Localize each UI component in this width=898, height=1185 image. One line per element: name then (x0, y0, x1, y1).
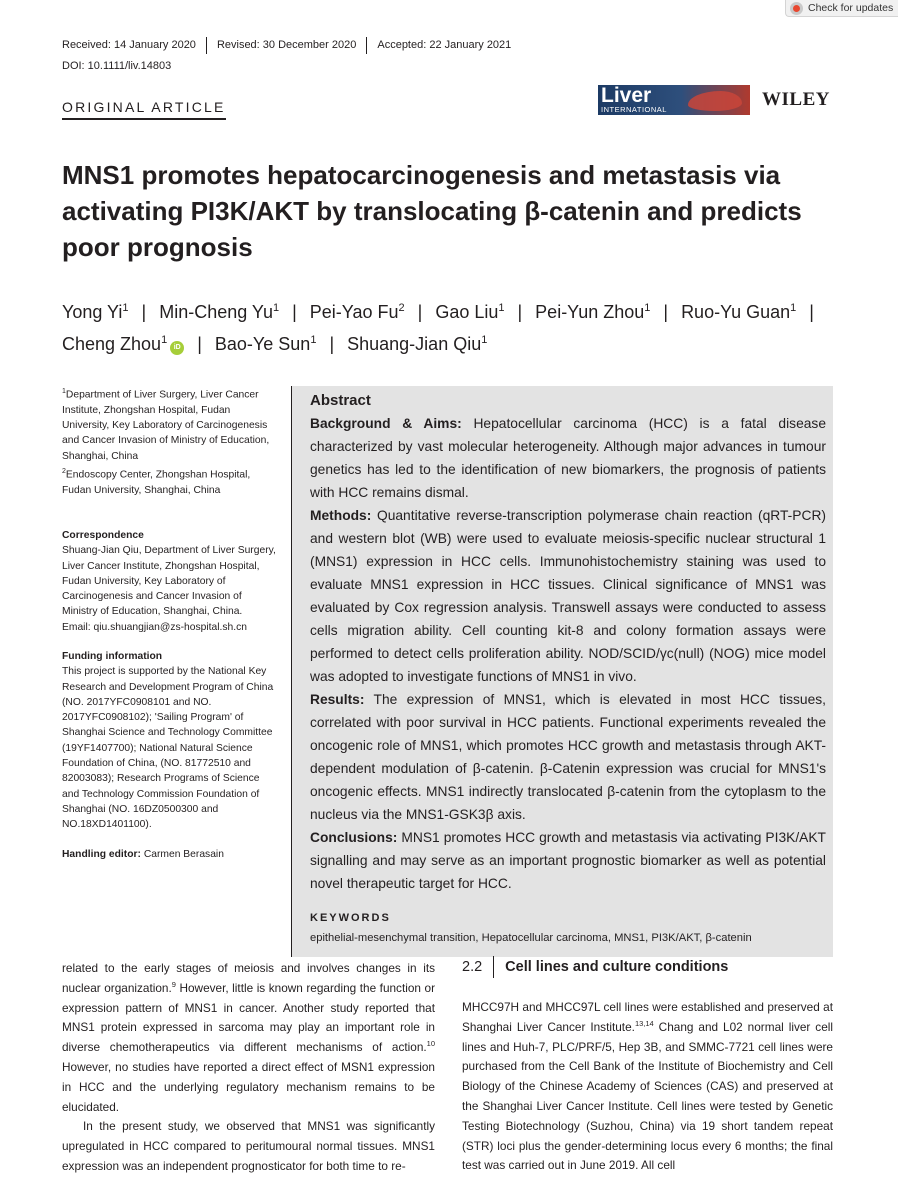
affiliation: $^1$Department of Liver Surgery, Liver Cancer Institute, Zhongshan Hospital, Fudan University, Key Laboratory of Carcinogenesis and Cancer Invasion of Ministry of Education, Shanghai, China (62, 388, 270, 462)
body-paragraph: MHCC97H and MHCC97L cell lines were established and preserved at Shanghai Liver Cancer Institute.$^{13,14}$ Chang and L02 normal liver cell lines and Huh-7, PLC/PRF/5, Hep 3B, and SMMC-7721 cell lines were purchased from the Cell Bank of the Institute of Biochemistry and Cell Biology of the Chinese Academy of Sciences (CAS) and preserved at the Shanghai Liver Cancer Institute. Cell lines were tested by Genetic Testing Biotechnology (Suzhou, China) via 19 short tandem repeat (STR) loci plus the gender-determining locus every 6 months; the final test was carried out in June 2019. All cell (462, 1000, 833, 1173)
section-title: Cell lines and culture conditions (505, 959, 729, 975)
abstract-title: Abstract (310, 392, 371, 409)
author-list: Yong Yi$^1$ | Min-Cheng Yu$^1$ | Pei-Yao Fu$^2$ | Gao Liu$^1$ | Pei-Yun Zhou$^1$ | Ruo-Yu Guan$^1$ | Cheng Zhou$^1$iD | Bao-Ye Sun$^1$ | Shuang-Jian Qiu$^1$ (62, 302, 814, 354)
author[interactable]: Pei-Yun Zhou$^1$ (535, 302, 651, 322)
keywords: epithelial-mesenchymal transition, Hepatocellular carcinoma, MNS1, PI3K/AKT, β-catenin (310, 932, 752, 944)
article-title: MNS1 promotes hepatocarcinogenesis and metastasis via activating PI3K/AKT by translocating β-catenin and predicts poor prognosis (62, 160, 802, 262)
author[interactable]: Pei-Yao Fu$^2$ (309, 302, 405, 322)
reference-link[interactable]: 13,14 (634, 1018, 654, 1028)
article-dates (62, 37, 521, 54)
doi: DOI: 10.1111/liv.14803 (62, 60, 172, 72)
article-sidebar (62, 384, 277, 876)
journal-name: Liver (601, 85, 652, 107)
abstract-conclusions: Conclusions: MNS1 promotes HCC growth and metastasis via activating PI3K/AKT signalling and may serve as an important prognostic biomarker as well as potential novel therapeutic target for HCC. (310, 830, 826, 891)
reference-link[interactable]: 10 (426, 1039, 435, 1049)
funding-text: This project is supported by the National Key Research and Development Program of China (NO. 2017YFC0908101 and NO. 2017YFC0908102); 'Sailing Program' of Shanghai Science and Technology Committee (19YF1407700); National Natural Science Foundation of China, (NO. 81772510 and 82003083); Research Programs of Science and Technology Commission Foundation of Shanghai (NO. 16DZ0500300 and NO.18XD1401100). (62, 666, 274, 831)
check-updates-label: Check for updates (808, 2, 894, 14)
funding-information (62, 649, 277, 833)
journal-logo (598, 85, 750, 115)
author[interactable]: Cheng Zhou$^1$iD (62, 334, 184, 354)
abstract-background: Background & Aims: Hepatocellular carcinoma (HCC) is a fatal disease characterized by vast molecular heterogeneity. Although major advances in tumour genetics has led to the identification of new biomarkers, the prognosis of patients with HCC remains dismal. (310, 416, 826, 500)
journal-subtitle: INTERNATIONAL (601, 105, 667, 114)
author[interactable]: Shuang-Jian Qiu$^1$ (347, 334, 488, 354)
funding-label: Funding information (62, 651, 163, 662)
accepted-date: Accepted: 22 January 2021 (366, 37, 521, 54)
reference-link[interactable]: 9 (171, 979, 176, 989)
abstract-box (291, 386, 833, 957)
correspondence-text: Shuang-Jian Qiu, Department of Liver Surgery, Liver Cancer Institute, Zhongshan Hospital, Fudan University, Key Laboratory of Carcinogenesis and Cancer Invasion of Ministry of Education, Shanghai, China. (62, 545, 276, 618)
abstract-methods: Methods: Quantitative reverse-transcription polymerase chain reaction (qRT-PCR) and western blot (WB) were used to evaluate meiosis-specific nuclear structural 1 (MNS1) expression in HCC cells. Immunohistochemistry staining was used to evaluate MNS1 expression in HCC tissues. Clinical significance of MNS1 was evaluated by Cox regression analysis. Transwell assays were conducted to assess cells migration ability. Cell counting kit-8 and colony formation assays were performed to detect cells proliferation ability. NOD/SCID/γc(null) (NOG) mice model was adopted to investigate functions of MNS1 in vivo. (310, 508, 827, 684)
received-date: Received: 14 January 2020 (62, 39, 196, 51)
author[interactable]: Min-Cheng Yu$^1$ (159, 302, 280, 322)
section-number: 2.2 (462, 956, 494, 978)
handling-editor-label: Handling editor: (62, 848, 141, 860)
revised-date: Revised: 30 December 2020 (206, 37, 366, 54)
correspondence-email[interactable]: Email: qiu.shuangjian@zs-hospital.sh.cn (62, 621, 248, 633)
author[interactable]: Bao-Ye Sun$^1$ (214, 334, 317, 354)
check-updates-icon (790, 2, 803, 15)
section-heading (462, 956, 728, 978)
author[interactable]: Yong Yi$^1$ (62, 302, 129, 322)
liver-icon (688, 91, 742, 111)
affiliation: $^2$Endoscopy Center, Zhongshan Hospital, Fudan University, Shanghai, China (62, 467, 251, 496)
affiliations (62, 384, 277, 498)
body-left-column (62, 959, 435, 1177)
keywords-label: KEYWORDS (310, 912, 391, 924)
orcid-icon[interactable]: iD (170, 341, 184, 355)
body-right-column (462, 998, 833, 1176)
correspondence (62, 528, 277, 635)
body-paragraph: In the present study, we observed that MNS1 was significantly upregulated in HCC compared to peritumoural normal tissues. MNS1 expression was an independent prognosticator for both time to re- (62, 1119, 435, 1173)
handling-editor-name: Carmen Berasain (143, 848, 224, 860)
check-for-updates-button[interactable] (785, 0, 898, 17)
handling-editor (62, 847, 277, 862)
body-paragraph: related to the early stages of meiosis and involves changes in its nuclear organization.$^9$ However, little is known regarding the function or expression pattern of MNS1 in cancer. Another study reported that MNS1 protein expressed in sarcoma may play an important role in diverse chemotherapeutics via different mechanisms of action.$^{10}$ However, no studies have reported a direct effect of MSN1 expression in HCC and the underlying regulatory mechanism remains to be elucidated. (62, 961, 435, 1114)
correspondence-label: Correspondence (62, 529, 144, 541)
abstract-results: Results: The expression of MNS1, which is elevated in most HCC tissues, correlated with poor survival in HCC patients. Functional experiments revealed the oncogenic role of MNS1, which promotes HCC growth and metastasis through AKT-dependent modulation of β-catenin. β-Catenin expression was crucial for MNS1's oncogenic effects. MNS1 indirectly translocated β-catenin from the cytoplasm to the nucleus via the MNS1-GSK3β axis. (310, 692, 826, 822)
publisher-logo: WILEY (762, 89, 830, 110)
article-type: ORIGINAL ARTICLE (62, 99, 226, 120)
author[interactable]: Ruo-Yu Guan$^1$ (681, 302, 797, 322)
author[interactable]: Gao Liu$^1$ (435, 302, 505, 322)
